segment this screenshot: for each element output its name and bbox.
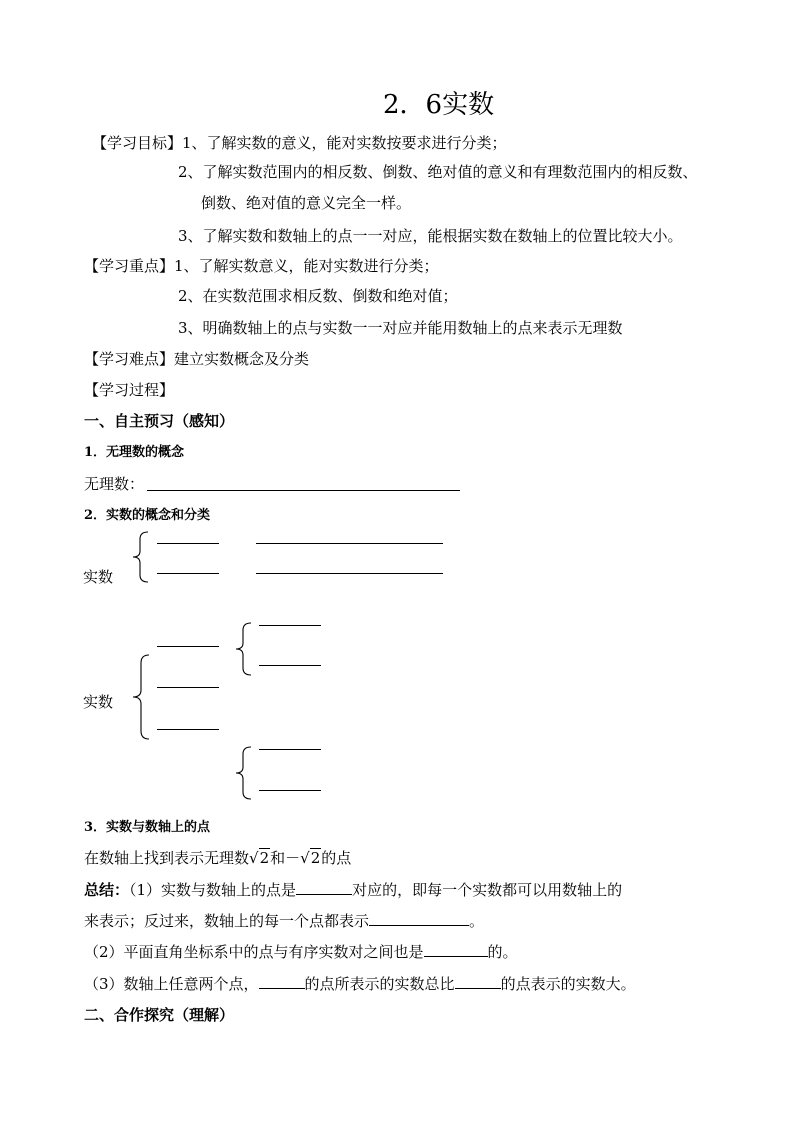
summary-text: 。 — [469, 912, 485, 930]
irrational-definition-blank[interactable] — [147, 490, 460, 491]
objective-item: 倒数、绝对值的意义完全一样。 — [201, 194, 412, 212]
objective-item: 2、了解实数范围内的相反数、倒数、绝对值的意义和有理数范围内的相反数、 — [178, 163, 698, 181]
section2-heading-text: 二、合作探究 — [84, 1006, 175, 1024]
key-points-label: 【学习重点】 — [84, 257, 175, 275]
classify-blank[interactable] — [157, 646, 219, 647]
section1-heading — [84, 411, 234, 431]
summary-text: 的。 — [487, 943, 518, 961]
summary-label: 总结： — [84, 881, 130, 899]
summary-line-2 — [84, 911, 484, 931]
left-brace-icon — [233, 622, 253, 676]
section1-heading-note: （感知） — [174, 412, 235, 430]
left-brace-icon — [233, 746, 253, 800]
section2-heading — [84, 1005, 234, 1025]
classify-blank[interactable] — [259, 665, 321, 666]
summary-text: 对应的，即每一个实数都可以用数轴上的 — [352, 881, 623, 899]
objectives-line-1 — [92, 133, 507, 153]
sqrt-icon: √ — [249, 849, 259, 867]
summary-line-3 — [84, 942, 518, 962]
sqrt-icon: √ — [300, 849, 310, 867]
item3-text-a: 在数轴上找到表示无理数 — [84, 849, 250, 867]
classify-blank[interactable] — [157, 573, 219, 574]
summary-blank[interactable] — [259, 974, 305, 989]
summary-line-1 — [84, 880, 622, 900]
difficulty-label: 【学习难点】 — [84, 350, 175, 368]
difficulty-text: 建立实数概念及分类 — [174, 350, 310, 368]
key-point-item: 3、明确数轴上的点与实数一一对应并能用数轴上的点来表示无理数 — [178, 319, 623, 337]
summary-blank[interactable] — [424, 942, 488, 957]
left-brace-icon — [130, 531, 150, 583]
classify-blank[interactable] — [157, 543, 219, 544]
summary-text: 的点表示的实数大。 — [500, 975, 636, 993]
process-label: 【学习过程】 — [84, 381, 175, 399]
classify-blank[interactable] — [259, 790, 321, 791]
summary-blank[interactable] — [369, 911, 469, 926]
summary-text: 来表示；反过来，数轴上的每一个点都表示 — [84, 912, 370, 930]
classify-blank[interactable] — [259, 625, 321, 626]
sqrt-2 — [300, 848, 321, 868]
objectives-label: 【学习目标】 — [92, 134, 183, 152]
item3-text-b: 的点 — [321, 849, 352, 867]
summary-blank[interactable] — [296, 880, 352, 895]
sqrt-2 — [249, 848, 270, 868]
item1-label: 无理数： — [84, 475, 145, 493]
key-points-line-1 — [84, 256, 439, 276]
classify-blank[interactable] — [256, 543, 443, 544]
item1-title: 1．无理数的概念 — [84, 445, 185, 460]
summary-text: （3）数轴上任意两个点， — [84, 975, 259, 993]
item3-and: 和－ — [270, 849, 301, 867]
summary-blank[interactable] — [455, 974, 501, 989]
left-brace-icon — [131, 654, 151, 740]
sqrt-radicand: 2 — [310, 849, 321, 867]
difficulty-line — [84, 349, 309, 369]
item3-title: 3．实数与数轴上的点 — [84, 820, 211, 835]
classify-label: 实数 — [83, 568, 114, 586]
section1-heading-text: 一、自主预习 — [84, 412, 175, 430]
classify-label: 实数 — [83, 693, 114, 711]
key-point-item: 1、了解实数意义，能对实数进行分类； — [174, 257, 439, 275]
summary-line-4 — [84, 974, 636, 994]
section2-heading-note: （理解） — [174, 1006, 235, 1024]
classify-blank[interactable] — [259, 749, 321, 750]
objective-item: 1、了解实数的意义，能对实数按要求进行分类； — [182, 134, 507, 152]
summary-text: （1）实数与数轴上的点是 — [129, 881, 297, 899]
summary-text: （2）平面直角坐标系中的点与有序实数对之间也是 — [84, 943, 424, 961]
classify-blank[interactable] — [157, 687, 219, 688]
item2-title: 2．实数的概念和分类 — [84, 508, 211, 523]
classify-blank[interactable] — [157, 729, 219, 730]
objective-item: 3、了解实数和数轴上的点一一对应，能根据实数在数轴上的位置比较大小。 — [178, 227, 683, 245]
key-point-item: 2、在实数范围求相反数、倒数和绝对值； — [178, 287, 458, 305]
classify-blank[interactable] — [256, 573, 443, 574]
sqrt-radicand: 2 — [259, 849, 270, 867]
item3-text — [84, 848, 351, 868]
page-title: 2．6实数 — [383, 90, 495, 120]
summary-text: 的点所表示的实数总比 — [304, 975, 455, 993]
